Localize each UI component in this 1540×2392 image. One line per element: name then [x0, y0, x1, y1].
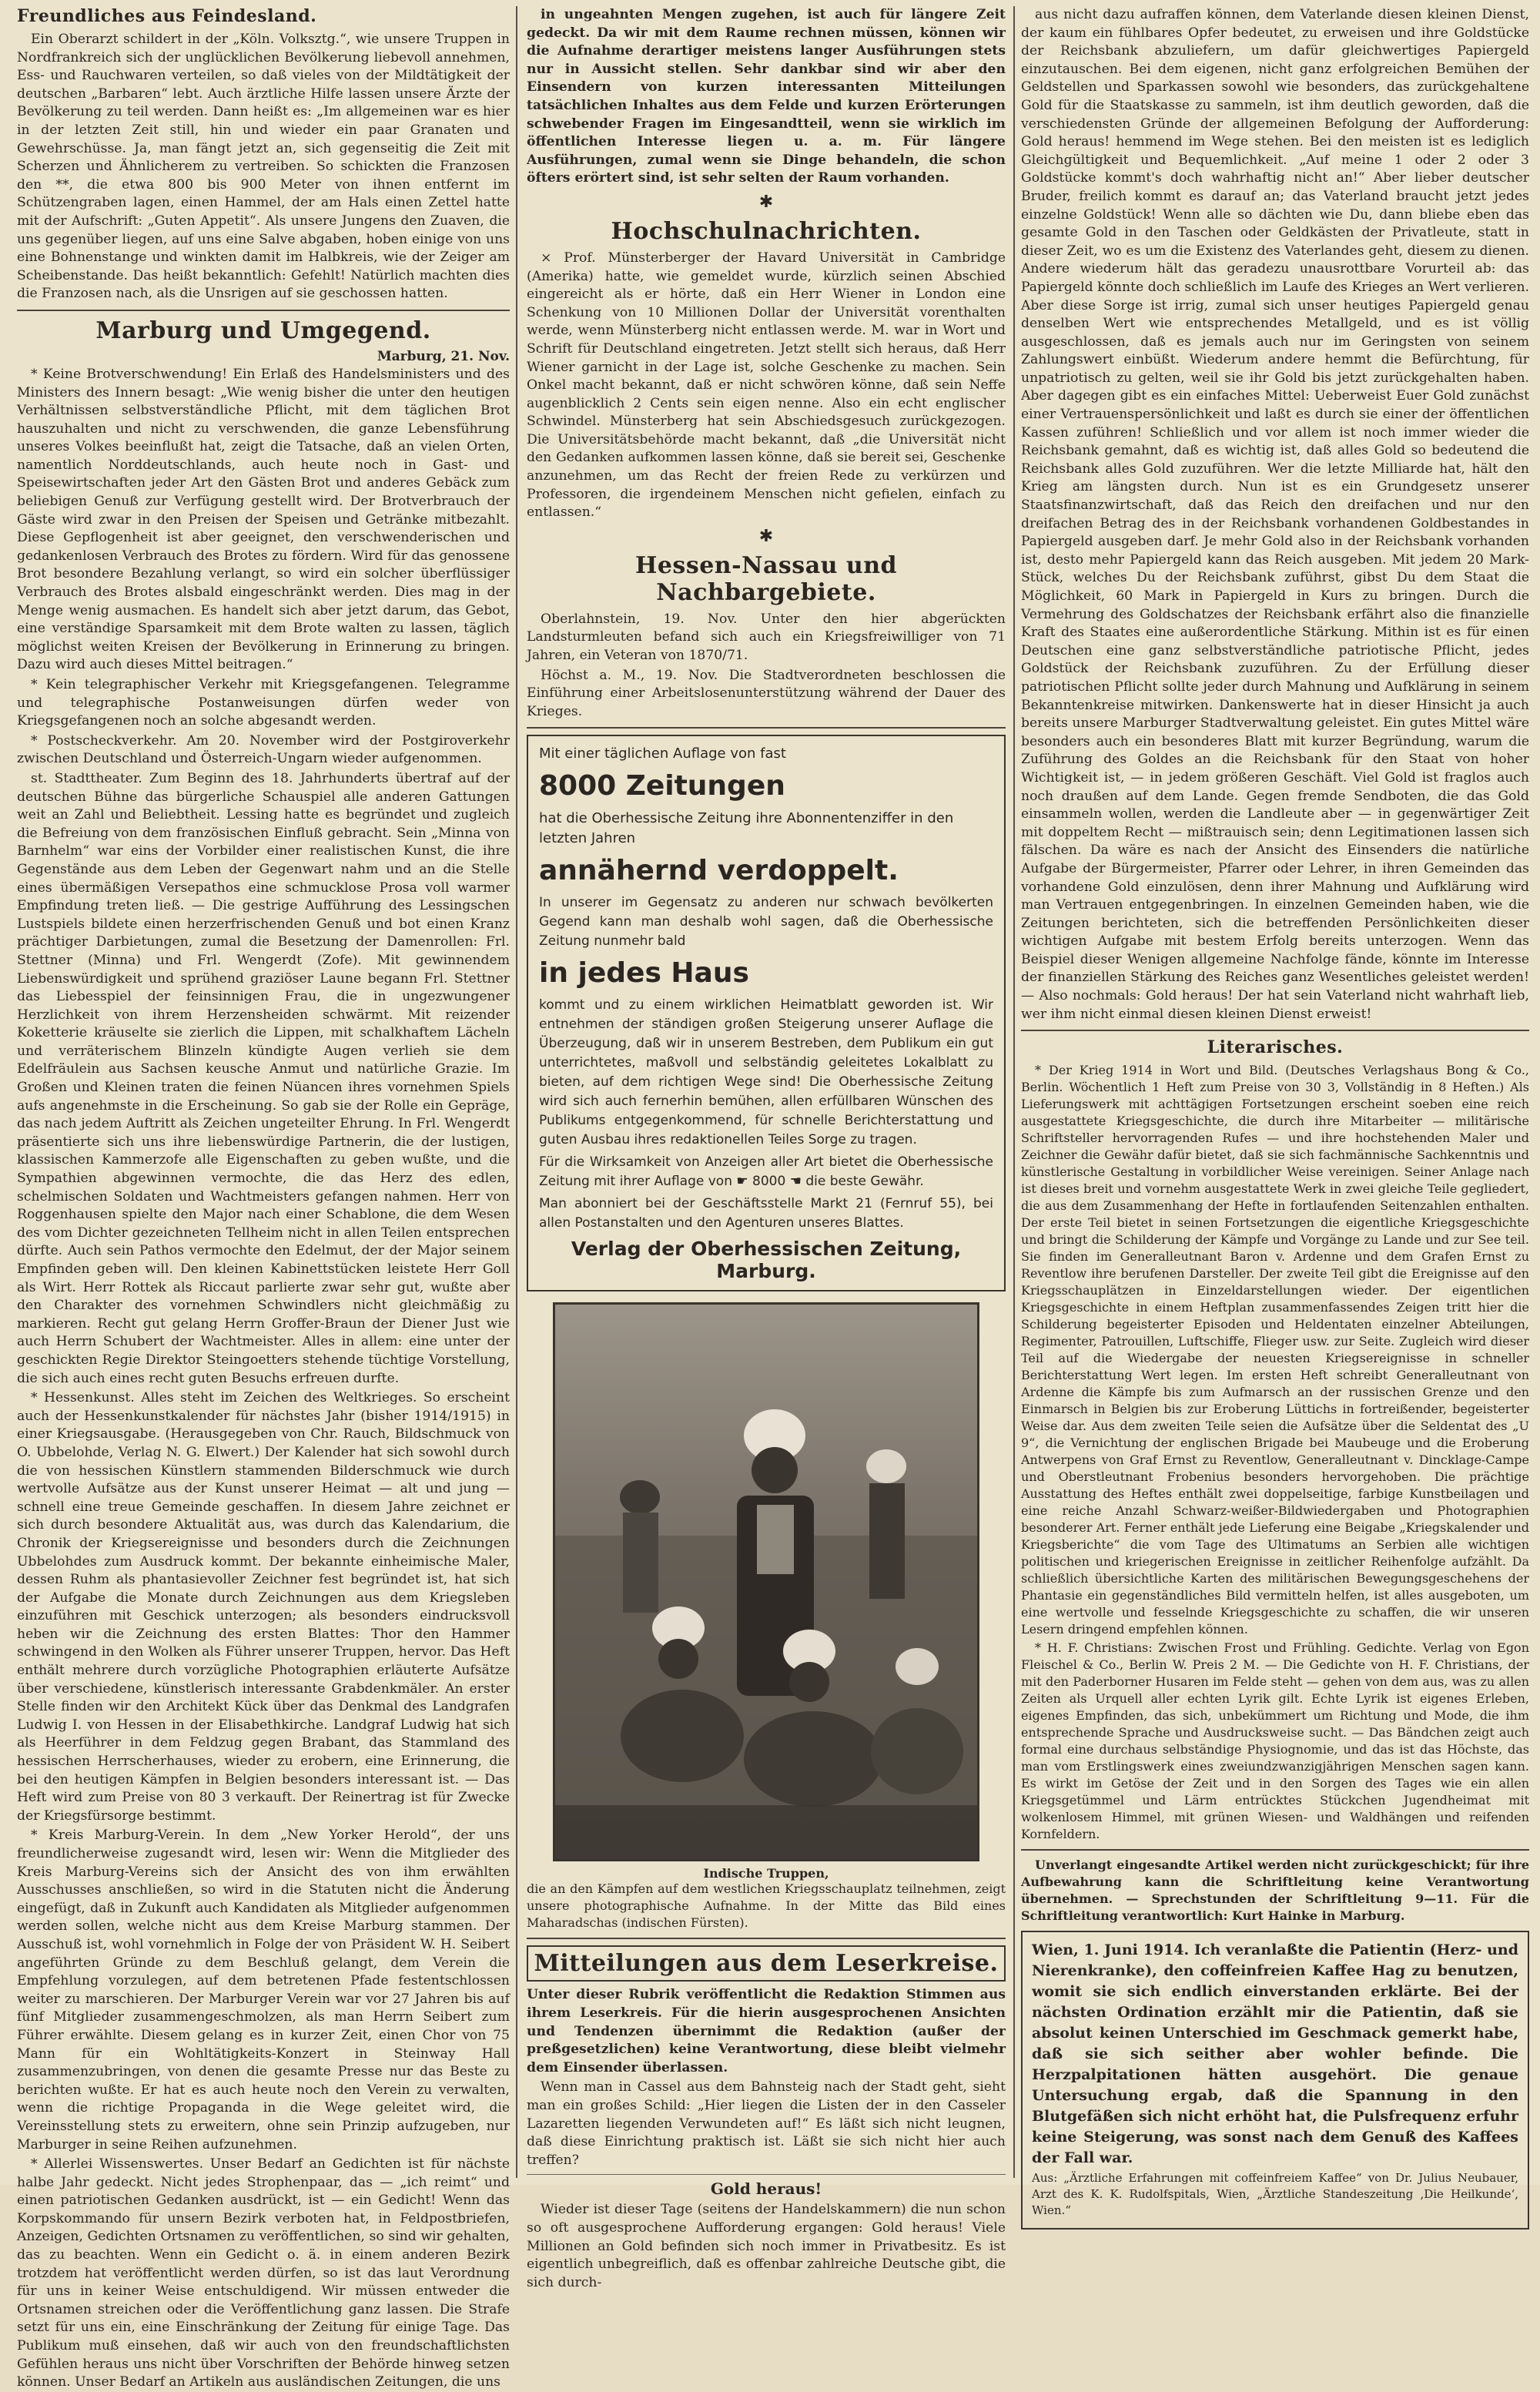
section-title: Hochschulnachrichten. — [611, 217, 922, 245]
column-rule — [516, 6, 517, 2178]
coffee-ad-text: Wien, 1. Juni 1914. Ich veranlaßte die Patientin (Herz- und Nierenkranke), den coffeinfreien Kaffee Hag zu benutzen, womit sie sich endlich einverstanden erklärte. Bei der nächsten Ordination erzählt mir die Patientin, daß sie absolut keinen Unterschied im Geschmack gemerkt habe, daß sie sich seither aber wohler befinde. Die Herzpalpitationen hätten ausgehört. Die genaue Untersuchung ergab, daß die Spannung in den Blutgefäßen sich nicht erhöht hat, die Pulsfrequenz erfuhr keine Steigerung, was sonst nach dem Genuß des Kaffees der Fall war. — [1032, 1941, 1518, 2167]
article-paragraph: st. Stadttheater. Zum Beginn des 18. Jahrhunderts übertraf auf der deutschen Bühne das bürgerliche Schauspiel alle anderen Gattungen weit an Zahl und Beliebtheit. Lessing hatte es begründet und zugleich die Befreiung von dem französischen Einfluß gebracht. Sein „Minna von Barnhelm“ war eins der Vorbilder einer realistischen Kunst, die ihre Gegenstände aus dem Leben der Gegenwart nahm und an die Stelle eines übermäßigen Versepathos eine schmucklose Prosa voll warmer Empfindung treten ließ. — Die gestrige Aufführung des Lessingschen Lustspiels bildete einen herzerfrischenden Genuß und bot einen Kranz prächtiger Darbietungen, zumal die Besetzung der Damenrollen: Frl. Stettner (Minna) und Frl. Wengerdt (Zofe). Mit gewinnendem Liebenswürdigkeit und sprühend graziöser Laune begann Frl. Stettner das Liebesspiel der feinsinnigen Frau, die in ungezwungener Herzlichkeit von ihrem Herzensheiden schwärmt. Mit reizender Koketterie kräuselte sie zierlich die Lippen, mit schalkhaftem Lächeln und verräterischem Blinzeln kündigte Augen verlieh sie dem Edelfräulein aus Sachsen keusche Anmut und natürliche Grazie. Im Großen und Kleinen traten die feinen Nüancen ihres vornehmen Spiels aufs angenehmste in die Erscheinung. So gab sie der Rolle ein Gepräge, das nach jedem Auftritt als Zeichen ungeteilter Ehrung. In Frl. Wengerdt präsentierte sich uns ihre liebenswürdige Partnerin, die der lustigen, klassischen Kammerzofe alle Eigenschaften zu geben wußte, und die Sympathien abgewinnen vermochte, die das Herz des edlen, schelmischen Soldaten und Wachtmeisters gefangen nahmen. Herr von Roggenhausen spielte den Major nach einer Schablone, die dem Wesen des vom Dichter gezeichneten Tellheim nicht in allen Teilen entsprechen dürfte. Auch sein Pathos vermochte den Edelmut, der der Major seinem Empfinden geben will. Den kleinen Kabinettstücken leistete Herr Goll als Wirt. Herr Rottek als Riccaut parlierte zwar sehr gut, wußte aber den Charakter des vornehmen Schwindlers nicht gleichmäßig zu markieren. Recht gut gelang Herrn Groffer-Braun der Diener Just wie auch Herrn Schubert der Wachtmeister. Alles in allem: eine unter der geschickten Regie Direktor Steingoetters stehende tüchtige Vorstellung, die sich auch eines recht guten Besuchs erfreuen durfte. — [17, 770, 510, 1386]
ad-headline: in jedes Haus — [539, 957, 749, 990]
ad-headline: 8000 Zeitungen — [539, 770, 785, 802]
column-3 — [1021, 6, 1529, 2218]
photo-caption-title: Indische Truppen, — [703, 1866, 829, 1881]
dateline: Marburg, 21. Nov. — [377, 348, 510, 364]
editorial-note: Unverlangt eingesandte Artikel werden nicht zurückgeschickt; für ihre Aufbewahrung kann die Schriftleitung keine Verantwortung übernehmen. — Sprechstunden der Schriftleitung 9—11. Für die Schriftleitung verantwortlich: Kurt Hainke in Marburg. — [1021, 1858, 1529, 1924]
article-paragraph: Wenn man in Cassel aus dem Bahnsteig nach der Stadt geht, sieht man ein großes Schild: „Hier liegen die Listen der in den Casseler Lazaretten liegenden Verwundeten auf!“ Es läßt sich nicht leugnen, daß diese Einrichtung praktisch ist. Läßt sie sich nicht hier auch treffen? — [527, 2079, 1006, 2168]
article-paragraph: * H. F. Christians: Zwischen Frost und Frühling. Gedichte. Verlag von Egon Fleischel & Co., Berlin W. Preis 2 M. — Die Gedichte von H. F. Christians, der mit den Paderborner Husaren im Felde steht — gehen von dem aus, was zu allen Zeiten als Urquell aller echten Lyrik gilt. Echte Lyrik ist eigenes Erleben, eigenes Empfinden, das sich, unbekümmert um Richtung und Mode, die ihm entsprechende Sprache und Ausdrucksweise sucht. — Das Bändchen zeigt auch formal eine durchaus selbständige Physiognomie, und das ist das Höchste, das man vom Erstlingswerk eines zweiundzwanzigjährigen Menschen sagen kann. Es wirkt im Getöse der Zeit und in den Sorgen des Tages wie ein allen Kriegsgetümmel und Lärm entrücktes Stückchen Jugendheimat mit wolkenlosem Himmel, mit grünen Wiesen- und Waldhängen und reifenden Kornfeldern. — [1021, 1640, 1529, 1842]
divider — [527, 1938, 1006, 1939]
ad-line: hat die Oberhessische Zeitung ihre Abonnentenziffer in den letzten Jahren — [539, 810, 954, 847]
ad-signature: Verlag der Oberhessischen Zeitung, Marburg. — [571, 1238, 962, 1283]
article-paragraph: in ungeahnten Mengen zugehen, ist auch für längere Zeit gedeckt. Da wir mit dem Raume rechnen müssen, können wir die Aufnahme derartiger meistens langer Ausführungen stets nur in Aussicht stellen. Sehr dankbar sind wir aber den Einsendern von kurzen interessanten Mitteilungen tatsächlichen Inhaltes aus dem Felde und kurzen Erörterungen schwebender Fragen im Eingesandtteil, wenn sie wirklich im öffentlichen Interesse liegen u. a. m. Für längere Ausführungen, zumal wenn sie Dinge behandeln, die schon öfters erörtert sind, ist sehr selten der Raum vorhanden. — [527, 7, 1006, 186]
column-2 — [527, 6, 1006, 2290]
photo-indian-troops — [553, 1302, 979, 1861]
article-paragraph: × Prof. Münsterberger der Havard Universität in Cambridge (Amerika) hatte, wie gemeldet wurde, kürzlich seinen Abschied eingereicht als er hörte, daß ein Herr Wiener in London eine Schenkung von 10 Millionen Dollar der Universität vorenthalten werde, wenn Münsterberg nicht entlassen werde. M. war in Wort und Schrift für Deutschland eingetreten. Jetzt stellt sich heraus, daß Herr Wiener garnicht in der Lage ist, solche Geschenke zu machen. Sein Onkel macht bekannt, daß er nicht schwören könne, daß sein Neffe augenblicklich 2 Cents sein eigen nenne. Also ein echt englischer Schwindel. Münsterberg hat sein Abschiedsgesuch zurückgezogen. Die Universitätsbehörde macht bekannt, daß „die Universität nicht den Gedanken aufkommen lassen könne, daß sie bereit sei, Geschenke anzunehmen, um das Recht der freien Rede zu verkürzen und Professoren, die irgendeinem Menschen nicht gefielen, einfach zu entlassen.“ — [527, 250, 1006, 521]
ad-line: Mit einer täglichen Auflage von fast — [539, 745, 786, 762]
section-intro: Unter dieser Rubrik veröffentlicht die Redaktion Stimmen aus ihrem Leserkreis. Für die hierin ausgesprochenen Ansichten und Tendenzen übernimmt die Redaktion (außer der preßgesetzlichen) keine Verantwortung, diese bleibt vielmehr dem Einsender überlassen. — [527, 1987, 1006, 2075]
article-paragraph: * Hessenkunst. Alles steht im Zeichen des Weltkrieges. So erscheint auch der Hessenkunstkalender für nächstes Jahr (bisher 1914/1915) in einer Kriegsausgabe. (Herausgegeben von Chr. Rauch, Bildschmuck von O. Ubbelohde, Verlag N. G. Elwert.) Der Kalender hat sich sowohl durch die von hessischen Künstlern stammenden Bilderschmuck wie durch wertvolle Aufsätze aus der Kunst unserer Heimat — alt und jung — schnell eine treue Gemeinde geschaffen. In diesem Jahre zeichnet er sich durch besondere Aktualität aus, was durch das Kalendarium, die Chronik der Kriegsereignisse und besonders durch die Zeichnungen Ubbelohdes zum Ausdruck kommt. Der bekannte einheimische Maler, dessen Ruhm als phantasievoller Zeichner fest begründet ist, hat sich der Aufgabe die Monate durch Zeichnungen aus dem Kriegsleben einzuführen mit Geschick unterzogen; als besonders eindrucksvoll heben wir die Zeichnung des ersten Blattes: Thor den Hammer schwingend in den Wolken als Führer unserer Truppen, hervor. Das Heft enthält mehrere durch vorzügliche Photographien erläuterte Aufsätze über verschiedene, künstlerisch interessante Grabdenkmäler. An erster Stelle finden wir den Architekt Kück über das Denkmal des Landgrafen Ludwig I. von Hessen in der Elisabethkirche. Landgraf Ludwig hat sich als Heerführer in dem Feldzug gegen Brabant, das Stammland des hessischen Herrscherhauses, wieder zu erobern, eine Erinnerung, die bei den heutigen Kämpfen in Belgien besonders interessant ist. — Das Heft wird zum Preise von 80 3 verkauft. Der Reinertrag ist für Zwecke der Kriegsfürsorge bestimmt. — [17, 1390, 510, 1824]
section-title: Literarisches. — [1207, 1037, 1344, 1058]
article-paragraph: * Der Krieg 1914 in Wort und Bild. (Deutsches Verlagshaus Bong & Co., Berlin. Wöchentlich 1 Heft zum Preise von 30 3, Vollständig in 8 Heften.) Als Lieferungswerk mit achttägigen Fortsetzungen erscheint soeben eine reich ausgestattete Kriegsgeschichte, die durch ihre Mitarbeiter — militärische Schriftsteller hervorragenden Rufes — und ihre hochstehenden Maler und Zeichner die Gewähr dafür bietet, daß sie sich fachmännische Sachkenntnis und künstlerische Gestaltung in vorbildlicher Weise vereinigen. Seiner Anlage nach ist dieses breit und vornehm ausgestattete Werk in zwei gleiche Teile gegliedert, die aus dem Zusammenhang der Hefte in fortlaufenden Seitenzahlen enthalten. Der erste Teil bietet in seinen Fortsetzungen die eigentliche Kriegsgeschichte und bringt die Schilderung der Kämpfe und Vorgänge zu Lande und zur See teil. Sie finden im Generalleutnant Baron v. Ardenne und dem Grafen Ernst zu Reventlow ihre berufenen Darsteller. Der zweite Teil gibt die Ereignisse auf den Kriegsschauplätzen in Einzeldarstellungen wieder. Der eigentlichen Kriegsgeschichte in einem Heftplan zusammenfassendes Zeigen tritt hier die Schilderung begeisterter Episoden und Heldentaten einzelner Abteilungen, Regimenter, Patrouillen, Luftschiffe, Flieger usw. zur Seite. Zugleich wird dieser Teil auf die Wiedergabe der neuesten Kriegsereignisse in schneller Berichterstattung Wert legen. Im ersten Heft schreibt Generalleutnant von Ardenne die Kämpfe bis zum Aufmarsch an der russischen Grenze und den Einmarsch in Belgien bis zur Eroberung Lüttichs in fortreißender, begeisterter Weise dar. Aus dem zweiten Teile seien die Aufsätze über die Seldentat des „U 9“, die Vernichtung der englischen Brigade bei Maubeuge und die Eroberung Antwerpens von Graf Ernst zu Reventlow, Generalleutnant v. Dincklage-Campe und Oberstleutnant Frobenius besonders hervorgehoben. Die prächtige Ausstattung des Heftes enthält zwei doppelseitige, farbige Kunstbeilagen und eine reiche Anzahl Schwarz-weißer-Bildwiedergaben und Photographien besonderer Art. Ferner enthält jede Lieferung eine Beigabe „Kriegskalender und Kriegsberichte“ die vom Tage des Ultimatums an Serbien alle wichtigen politischen und kriegerischen Ereignisse in zeitlicher Reihenfolge aufzählt. Da schließlich übersichtliche Karten des militärischen Bewegungsgeschehens der Phantasie ein gegenständliches Bild vermitteln helfen, ist alles ausgeboten, um eine wertvolle und fesselnde Kriegsgeschichte zu schaffen, die wir unseren Lesern dringend empfehlen können. — [1021, 1063, 1529, 1637]
subheading: Gold heraus! — [710, 2179, 822, 2199]
divider — [527, 2174, 1006, 2175]
ad-line: kommt und zu einem wirklichen Heimatblatt geworden ist. Wir entnehmen der ständigen großen Steigerung unserer Auflage die Überzeugung, daß wir in unserem Bestreben, dem Publikum ein gut unterrichtetes, maßvoll und selbständig geleitetes Lokalblatt zu bieten, auf dem richtigen Wege sind! Die Oberhessische Zeitung wird sich auch fernerhin bemühen, allen erfüllbaren Wünschen des Publikums entgegenkommend, für schnelle Berichterstattung und guten Ausbau ihres redaktionellen Teiles Sorge zu tragen. — [539, 997, 993, 1148]
article-paragraph: * Postscheckverkehr. Am 20. November wird der Postgiroverkehr zwischen Deutschland und Österreich-Ungarn wieder aufgenommen. — [17, 732, 510, 767]
article-paragraph: * Keine Brotverschwendung! Ein Erlaß des Handelsministers und des Ministers des Innern besagt: „Wie wenig bisher die unter den heutigen Verhältnissen selbstverständliche Pflicht, mit dem täglichen Brot hauszuhalten und nicht zu verschwenden, die ganze Lebensführung unseres Volkes beeinflußt hat, zeigt die Tatsache, daß an vielen Orten, namentlich Norddeutschlands, auch heute noch in Gast- und Speisewirtschaften jeder Art den Gästen Brot und anderes Gebäck zum beliebigen Genuß zur Verfügung gestellt wird. Der Brotverbrauch der Gäste wird zwar in den Preisen der Speisen und Getränke mitbezahlt. Diese Gepflogenheit ist aber geeignet, den verschwenderischen und gedankenlosen Verbrauch des Brotes zu fördern. Wird für das genossene Brot besondere Bezahlung verlangt, so wird ein solcher überflüssiger Verbrauch des Brotes alsbald eingeschränkt werden. Dies mag in der Menge wenig ausmachen. Es handelt sich aber jetzt darum, das Gebot, eine verständige Sparsamkeit mit dem Brote walten zu lassen, täglich möglichst weiten Kreisen der Bevölkerung in Erinnerung zu bringen. Dazu wird auch dieses Mittel beitragen.“ — [17, 366, 510, 673]
article-paragraph: * Allerlei Wissenswertes. Unser Bedarf an Gedichten ist für nächste halbe Jahr gedeckt. Nicht jedes Strophenpaar, das — „ich reimt“ und einen patriotischen Gedanken ausdrückt, ist — ein Gedicht! Wenn das Korpskommando für unsern Bezirk verboten hat, in Feldpostbriefen, Anzeigen, Gedichten Ortsnamen zu veröffentlichen, so sind wir gehalten, das zu beachten. Wenn ein Gedicht o. ä. in einem anderen Bezirk trotzdem hat veröffentlicht werden dürfen, so ist das laut Verordnung für uns in keiner Weise entschuldigend. Wir müssen entweder die Ortsnamen streichen oder die Veröffentlichung ganz lassen. Die Strafe setzt für uns ein, eine Einschränkung der Zeitung für einige Tage. Das Publikum muß einsehen, daß wir auch von den freundschaftlichsten Gefühlen heraus uns nicht über Vorschriften der Behörde hinweg setzen können. Unser Bedarf an Artikeln aus ausländischen Zeitungen, die uns — [17, 2156, 510, 2390]
divider — [1021, 1849, 1529, 1851]
article-paragraph: Wieder ist dieser Tage (seitens der Handelskammern) die nun schon so oft ausgesprochene Aufforderung ergangen: Gold heraus! Viele Millionen an Gold befinden sich noch immer in Privatbesitz. Es ist eigentlich unbegreiflich, daß es offenbar zahlreiche Deutsche gibt, die sich durch- — [527, 2202, 1006, 2290]
article-paragraph: Ein Oberarzt schildert in der „Köln. Volksztg.“, wie unsere Truppen in Nordfrankreich sich der unglücklichen Bevölkerung liebevoll annehmen, Ess- und Rauchwaren verteilen, so daß vieles von der Mildtätigkeit der deutschen „Barbaren“ lebt. Auch ärztliche Hilfe lassen unsere Ärzte der Bevölkerung zu teil werden. Dann heißt es: „Im allgemeinen war es hier in der letzten Zeit still, hin und wieder ein paar Granaten und Gewehrschüsse. Ja, man fängt jetzt an, sich gegenseitig die Zeit mit Scherzen und Ähnlicherem zu vertreiben. So schickten die Franzosen den **, die etwa 800 bis 900 Meter von ihnen entfernt im Schützengraben lagen, einen Hammel, der am Hals einen Zettel hatte mit der Aufschrift: „Guten Appetit“. Als unsere Jungens den Zuaven, die uns gegenüber liegen, auf uns eine Salve abgaben, hoben einige von uns eine Bohnenstange und winkten damit im Halbkreis, wie der Zeiger am Scheibenstande. Das heißt bekanntlich: Gefehlt! Natürlich machten dies die Franzosen nach, als die Unsrigen auf sie geschossen hatten. — [17, 32, 510, 302]
coffee-ad — [1021, 1931, 1529, 2230]
article-paragraph: * Kreis Marburg-Verein. In dem „New Yorker Herold“, der uns freundlicherweise zugesandt wird, lesen wir: Wenn die Mitglieder des Kreis Marburg-Vereins sich der Ansicht des von ihm erwählten Ausschusses anschließen, so wird in die Statuten nicht die Änderung eingefügt, daß in Zukunft auch Kandidaten als Mitglieder aufgenommen werden sollen, welche nicht aus dem Kreise Marburg stammen. Der Ausschuß ist, wohl vornehmlich in Folge der von Präsident W. H. Seibert angeführten Gründe zu dem Beschluß gelangt, dem Verein die Empfehlung vorzulegen, auf dem betretenen Pfade festentschlossen weiter zu marschieren. Der Marburger Verein war vor 27 Jahren bis auf fünf Mitglieder zusammengeschmolzen, als man Herrn Seibert zum Führer erwählte. Diesem gelang es in kurzer Zeit, einen Chor von 75 Mann für ein Wohltätigkeits-Konzert in Steinway Hall zusammenzubringen, von denen die gesamte Presse nur das Beste zu berichten wußte. Er hat es auch heute noch den Verein zu verwalten, wenn die richtige Propaganda in die Wege geleitet wird, die Vereinsstellung stets zu erweitern, ohne sein Prinzip aufzugeben, nur Marburger in seine Reihen aufzunehmen. — [17, 1828, 510, 2152]
column-rule — [1013, 6, 1015, 2178]
separator-star: ✱ — [758, 526, 774, 546]
ad-line: Man abonniert bei der Geschäftsstelle Markt 21 (Fernruf 55), bei allen Postanstalten und den Agenturen unseres Blattes. — [539, 1196, 993, 1231]
separator-star: ✱ — [758, 192, 774, 212]
ad-line: Für die Wirksamkeit von Anzeigen aller Art bietet die Oberhessische Zeitung mit ihrer Auflage von ☛ 8000 ☚ die beste Gewähr. — [539, 1154, 993, 1190]
section-title: Hessen-Nassau und Nachbargebiete. — [635, 551, 897, 606]
photo-caption: die an den Kämpfen auf dem westlichen Kriegsschauplatz teilnehmen, zeigt unsere photographische Aufnahme. In der Mitte das Bild eines Maharadschas (indischen Fürsten). — [527, 1881, 1006, 1931]
article-paragraph: Oberlahnstein, 19. Nov. Unter den hier abgerückten Landsturmleuten befand sich auch ein Kriegsfreiwilliger von 71 Jahren, ein Veteran von 1870/71. — [527, 611, 1006, 664]
section-title: Marburg und Umgegend. — [95, 317, 431, 344]
photo-illustration — [555, 1305, 977, 1859]
column-1 — [17, 6, 510, 2390]
subscription-ad — [527, 735, 1006, 1291]
coffee-ad-source: Aus: „Ärztliche Erfahrungen mit coffeinfreiem Kaffee“ von Dr. Julius Neubauer, Arzt des K. K. Rudolfspitals, Wien, „Ärztliche Standeszeitung ‚Die Heilkunde‘, Wien.“ — [1032, 2171, 1518, 2218]
article-paragraph: * Kein telegraphischer Verkehr mit Kriegsgefangenen. Telegramme und telegraphische Postanweisungen dürfen weder von Kriegsgefangenen noch an solche abgesandt werden. — [17, 677, 510, 729]
ad-headline: annähernd verdoppelt. — [539, 855, 899, 887]
divider — [1021, 1030, 1529, 1031]
section-title: Freundliches aus Feindesland. — [17, 6, 317, 26]
divider — [527, 727, 1006, 729]
article-paragraph: aus nicht dazu aufraffen können, dem Vaterlande diesen kleinen Dienst, der kaum ein fühlbares Opfer bedeutet, zu erweisen und ihre Goldstücke der Reichsbank abzuliefern, um dafür gleichwertiges Papiergeld einzutauschen. Bei dem eigenen, nicht ganz erfolgreichen Bemühen der Geldstellen und Sparkassen sowohl wie besonders, das zurückgehaltene Gold für die Staatskasse zu sammeln, ist ihm deutlich geworden, daß die verschiedensten Gründe der allgemeinen Befolgung der Aufforderung: Gold heraus! hemmend im Wege stehen. Bei den meisten ist es lediglich Gleichgültigkeit und Bequemlichkeit. „Auf meine 1 oder 2 oder 3 Goldstücke kommt's doch wahrhaftig nicht an!“ Aber lieber deutscher Bruder, freilich kommt es darauf an; das Vaterland braucht jetzt jedes einzelne Goldstück! Wenn alle so dächten wie Du, dann bliebe eben das gesamte Gold in den Taschen oder Geldkästen der Privatleute, statt in dieser Zeit, wo es um die Existenz des Vaterlandes geht, diesem zu dienen. Andere wiederum hält das geradezu unausrottbare Vorurteil ab: das Papiergeld könnte doch schließlich im Laufe des Krieges an Wert verlieren. Aber diese Sorge ist irrig, zumal sich unser heutiges Papiergeld genau denselben Wert wie entsprechendes Metallgeld, und es ist völlig ausgeschlossen, daß es jemals auch nur im Geringsten von seinem Zahlungswert einbüßt. Wiederum andere hemmt die Befürchtung, für unpatriotisch zu gelten, weil sie ihr Gold bis jetzt zurückgehalten haben. Aber dagegen gibt es ein einfaches Mittel: Ueberweist Euer Gold zunächst einer Vertrauenspersönlichkeit und laßt es durch sie einer der öffentlichen Kassen zuführen! Schließlich und vor allem ist noch immer wieder die Reichsbank gemahnt, daß es wichtig ist, daß alles Gold so bedeutend die Reichsbank alles Gold zuzuführen. Wer die letzte Milliarde hat, hält den Krieg am längsten durch. Nun ist es ein Grundgesetz unserer Staatsfinanzwirtschaft, daß das Reich den dreifachen und nur den dreifachen Betrag des in der Reichsbank vorhandenen Goldbestandes in Papiergeld ausgeben darf. Je mehr Gold also in der Reichsbank vorhanden ist, desto mehr Papiergeld kann das Reich ausgeben. Mit jedem 20 Mark-Stück, welches Du der Reichsbank zuführst, gibst Du dem Staat die Möglichkeit, 60 Mark in Papiergeld in Kurs zu bringen. Durch die Vermehrung des Goldschatzes der Reichsbank erfährt also die finanzielle Kraft des Staates eine außerordentliche Stärkung. Mithin ist es für einen Deutschen eine ganz selbstverständliche patriotische Pflicht, jedes Goldstück der Reichsbank zuzuführen. Zu der Erfüllung dieser patriotischen Pflicht sollte jeder durch Mahnung und Aufklärung in seinem Bekanntenkreise mitwirken. Dankenswerte hat in dieser Hinsicht ja auch bereits unsere Marburger Stadtverwaltung geleistet. Ein gutes Mittel wäre besonders auch ein besonderes Blatt mit kurzer Begründung, warum die Zuführung des Goldes an die Reichsbank für den Staat von hoher Wichtigkeit ist, — in jedem größeren Geschäft. Viel Gold ist fraglos auch noch draußen auf dem Lande. Gegen fremde Sendboten, die das Gold einsammeln wollen, werden die Landleute aber — in gegenwärtiger Zeit mit doppeltem Recht — mißtrauisch sein; denn Legitimationen lassen sich fälschen. Da wäre es nach der Ansicht des Einsenders die natürliche Aufgabe der Bürgermeister, Pfarrer oder Lehrer, in ihren Gemeinden das vorhandene Gold einzulösen, denn ihrer Mahnung und Aufklärung wird man Vertrauen entgegenbringen. In einzelnen Gemeinden haben, wie die Zeitungen berichteten, sich die betreffenden Persönlichkeiten dieser wichtigen Aufgabe mit bestem Erfolg bereits unterzogen. Wenn das Beispiel dieser Wenigen allgemeine Nachfolge fände, könnte im Interesse der finanziellen Stärkung des Reiches ganz Wesentliches geleistet werden! — Also nochmals: Gold heraus! Der hat sein Vaterland nicht wahrhaft lieb, wer ihm nicht einmal diesen kleinen Dienst erweist! — [1021, 7, 1529, 1022]
ad-line: In unserer im Gegensatz zu anderen nur schwach bevölkerten Gegend kann man deshalb wohl sagen, daß die Oberhessische Zeitung nunmehr bald — [539, 895, 993, 950]
section-title: Mitteilungen aus dem Leserkreise. — [527, 1945, 1006, 1982]
article-paragraph: Höchst a. M., 19. Nov. Die Stadtverordneten beschlossen die Einführung einer Arbeitslosenunterstützung während der Dauer des Krieges. — [527, 667, 1006, 719]
divider — [17, 310, 510, 311]
